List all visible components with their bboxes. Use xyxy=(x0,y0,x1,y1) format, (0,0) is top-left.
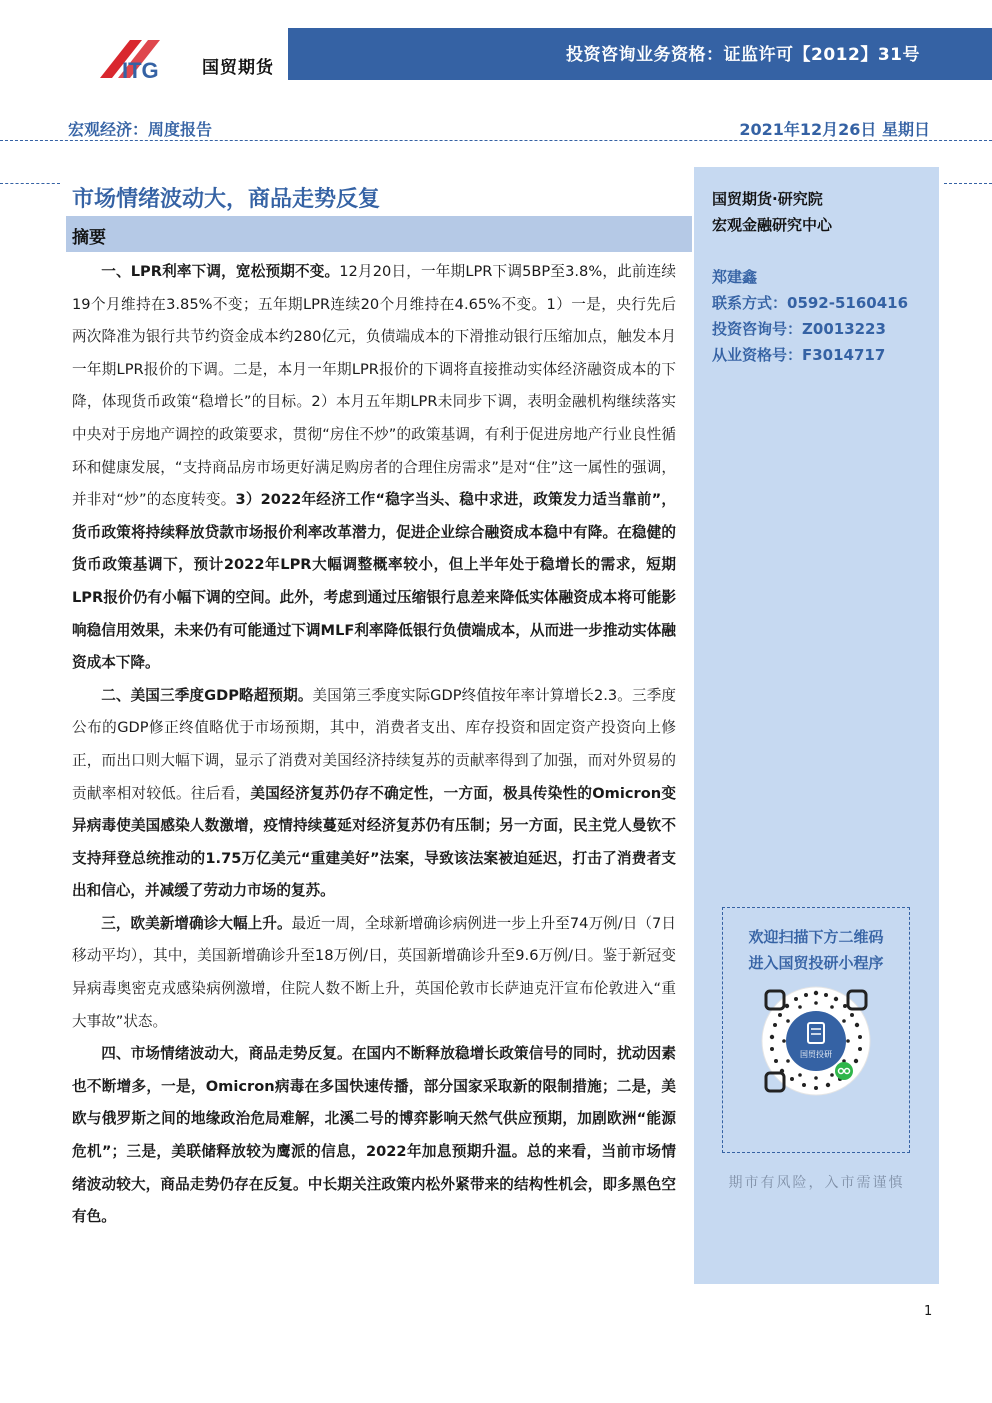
analyst-name: 郑建鑫 xyxy=(712,268,758,286)
qualification-text: 投资咨询业务资格：证监许可【2012】31号 xyxy=(566,45,920,65)
page-number: 1 xyxy=(924,1304,933,1319)
paragraph-text: 美国第三季度实际GDP终值按年率计算增长2.3。三季度公布的GDP修正终值略优于市场预期，其中，消费者支出、库存投资和固定资产投资向上修正，而出口则大幅下调，显示了消费对美国经济持续复苏的贡献率得到了加强，而对外贸易的贡献率相对较低。往后看， xyxy=(72,686,676,802)
risk-warning: 期市有风险，入市需谨慎 xyxy=(728,1175,905,1191)
org-name: 国贸期货·研究院 xyxy=(712,190,823,208)
contact-info: 联系方式：0592-5160416 xyxy=(712,294,909,312)
qr-caption-line1: 欢迎扫描下方二维码 xyxy=(748,928,884,946)
qualification-number: 从业资格号：F3014717 xyxy=(712,346,886,364)
summary-header-bar xyxy=(66,216,692,252)
qr-label: 国贸投研 xyxy=(800,1050,832,1059)
paragraph xyxy=(72,256,676,680)
paragraph-lead: 四、市场情绪波动大，商品走势反复。 xyxy=(101,1045,352,1063)
advisory-number: 投资咨询号：Z0013223 xyxy=(712,320,886,338)
paragraph-bold: 在国内不断释放稳增长政策信号的同时，扰动因素也不断增多，一是，Omicron病毒在多国快速传播，部分国家采取新的限制措施；二是，美欧与俄罗斯之间的地缘政治危局难解，北溪二号的博弈影响天然气供应预期，加剧欧洲“能源危机”；三是，美联储释放较为鹰派的信息，2022年加息预期升温。总的来看，当前市场情绪波动较大，商品走势仍存在反复。中长期关注政策内松外紧带来的结构性机会，即多黑色空有色。 xyxy=(72,1045,676,1226)
divider-dashed-right xyxy=(944,183,992,184)
divider-dashed-left xyxy=(0,183,60,184)
paragraph xyxy=(72,908,676,1038)
paragraph-lead: 三，欧美新增确诊大幅上升。 xyxy=(101,914,292,932)
paragraph-text: 最近一周，全球新增确诊病例进一步上升至74万例/日（7日移动平均），其中，美国新增确诊升至18万例/日，英国新增确诊升至9.6万例/日。鉴于新冠变异病毒奥密克戎感染病例激增，住院人数不断上升，英国伦敦市长萨迪克汗宣布伦敦进入“重大事故”状态。 xyxy=(72,914,676,1030)
report-type: 宏观经济：周度报告 xyxy=(68,120,213,139)
company-logo xyxy=(78,38,278,80)
qr-caption-line2: 进入国贸投研小程序 xyxy=(748,954,884,972)
dept-name: 宏观金融研究中心 xyxy=(712,216,833,234)
report-title: 市场情绪波动大，商品走势反复 xyxy=(72,187,381,212)
logo-mark-text: ITG xyxy=(122,58,159,80)
paragraph xyxy=(72,1038,676,1234)
paragraph-bold: 3）2022年经济工作“稳字当头、稳中求进，政策发力适当靠前”，货币政策将持续释放贷款市场报价利率改革潜力，促进企业综合融资成本稳中有降。在稳健的货币政策基调下，预计2022年LPR大幅调整概率较小，但上半年处于稳增长的需求，短期LPR报价仍有小幅下调的空间。此外，考虑到通过压缩银行息差来降低实体融资成本将可能影响稳信用效果，未来仍有可能通过下调MLF利率降低银行负债端成本，从而进一步推动实体融资成本下降。 xyxy=(72,491,676,672)
paragraph-bold: 美国经济复苏仍存不确定性，一方面，极具传染性的Omicron变异病毒使美国感染人数激增，疫情持续蔓延对经济复苏仍有压制；另一方面，民主党人曼钦不支持拜登总统推动的1.75万亿美元“重建美好”法案，导致该法案被迫延迟，打击了消费者支出和信心，并减缓了劳动力市场的复苏。 xyxy=(72,784,676,900)
paragraph xyxy=(72,680,676,908)
logo-text: 国贸期货 xyxy=(202,58,274,78)
divider-dashed xyxy=(0,140,992,141)
summary-body xyxy=(72,256,676,1234)
paragraph-lead: 一、LPR利率下调，宽松预期不变。 xyxy=(101,263,340,280)
qr-code-icon[interactable] xyxy=(760,985,872,1097)
report-date: 2021年12月26日 星期日 xyxy=(739,120,930,139)
paragraph-text: 12月20日，一年期LPR下调5BP至3.8%，此前连续19个月维持在3.85%不变；五年期LPR连续20个月维持在4.65%不变。1）一是，央行先后两次降准为银行共节约资金成本约280亿元，负债端成本的下滑推动银行压缩加点，触发本月一年期LPR报价的下调。二是，本月一年期LPR报价的下调将直接推动实体经济融资成本的下降，体现货币政策“稳增长”的目标。2）本月五年期LPR未同步下调，表明金融机构继续落实中央对于房地产调控的政策要求，贯彻“房住不炒”的政策基调，有利于促进房地产行业良性循环和健康发展，“支持商品房市场更好满足购房者的合理住房需求”是对“住”这一属性的强调，并非对“炒”的态度转变。 xyxy=(72,263,676,509)
summary-label: 摘要 xyxy=(72,228,106,248)
itg-logo-icon xyxy=(78,38,198,80)
paragraph-lead: 二、美国三季度GDP略超预期。 xyxy=(101,686,313,704)
